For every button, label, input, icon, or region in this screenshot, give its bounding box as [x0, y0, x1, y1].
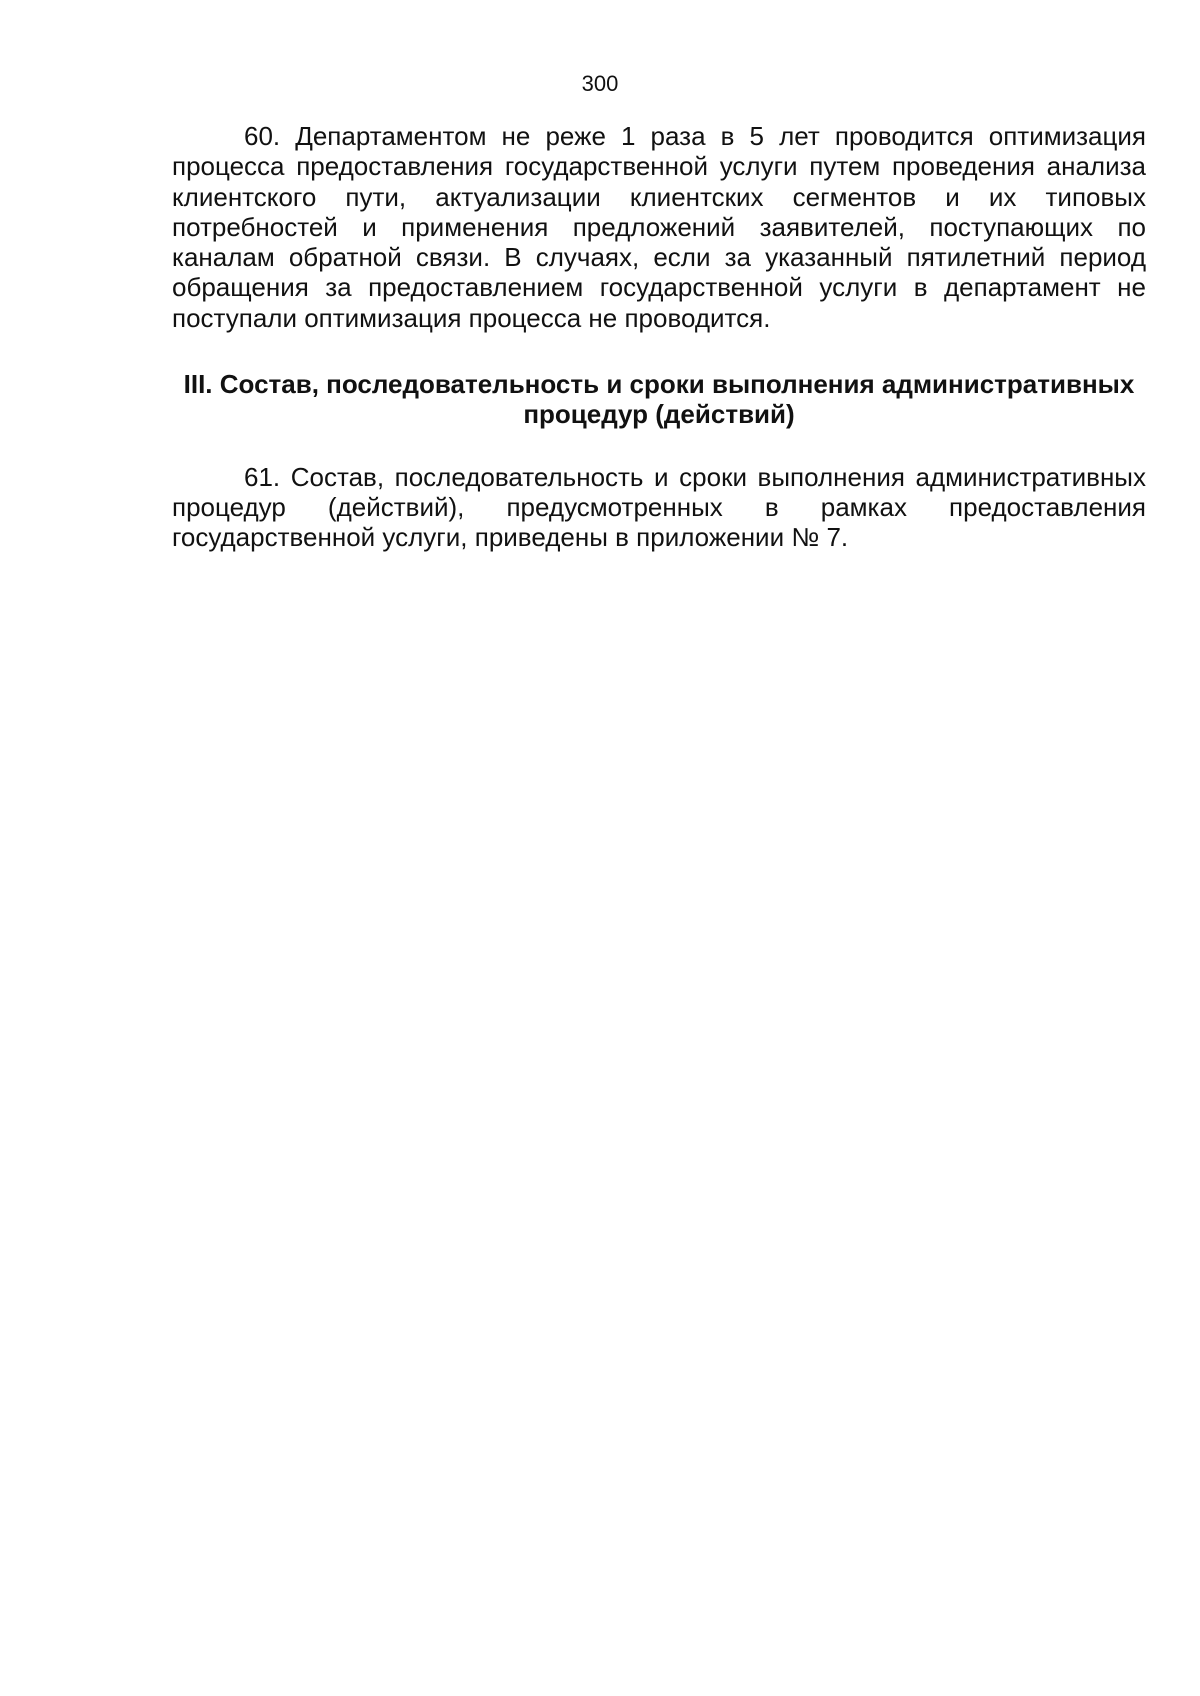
- page-content: [172, 121, 1146, 553]
- paragraph-60: 60. Департаментом не реже 1 раза в 5 лет проводится оптимизация процесса предоставления государственной услуги путем проведения анализа клиентского пути, актуализации клиентских сегментов и их типовых потребностей и применения предложений заявителей, поступающих по каналам обратной связи. В случаях, если за указанный пятилетний период обращения за предоставлением государственной услуги в департамент не поступали оптимизация процесса не проводится.: [172, 121, 1146, 333]
- section-heading: III. Состав, последовательность и сроки выполнения административных процедур (действий): [183, 369, 1135, 430]
- page-number: 300: [581, 71, 619, 96]
- paragraph-61: 61. Состав, последовательность и сроки выполнения административных процедур (действий), предусмотренных в рамках предоставления государственной услуги, приведены в приложении № 7.: [172, 461, 1146, 553]
